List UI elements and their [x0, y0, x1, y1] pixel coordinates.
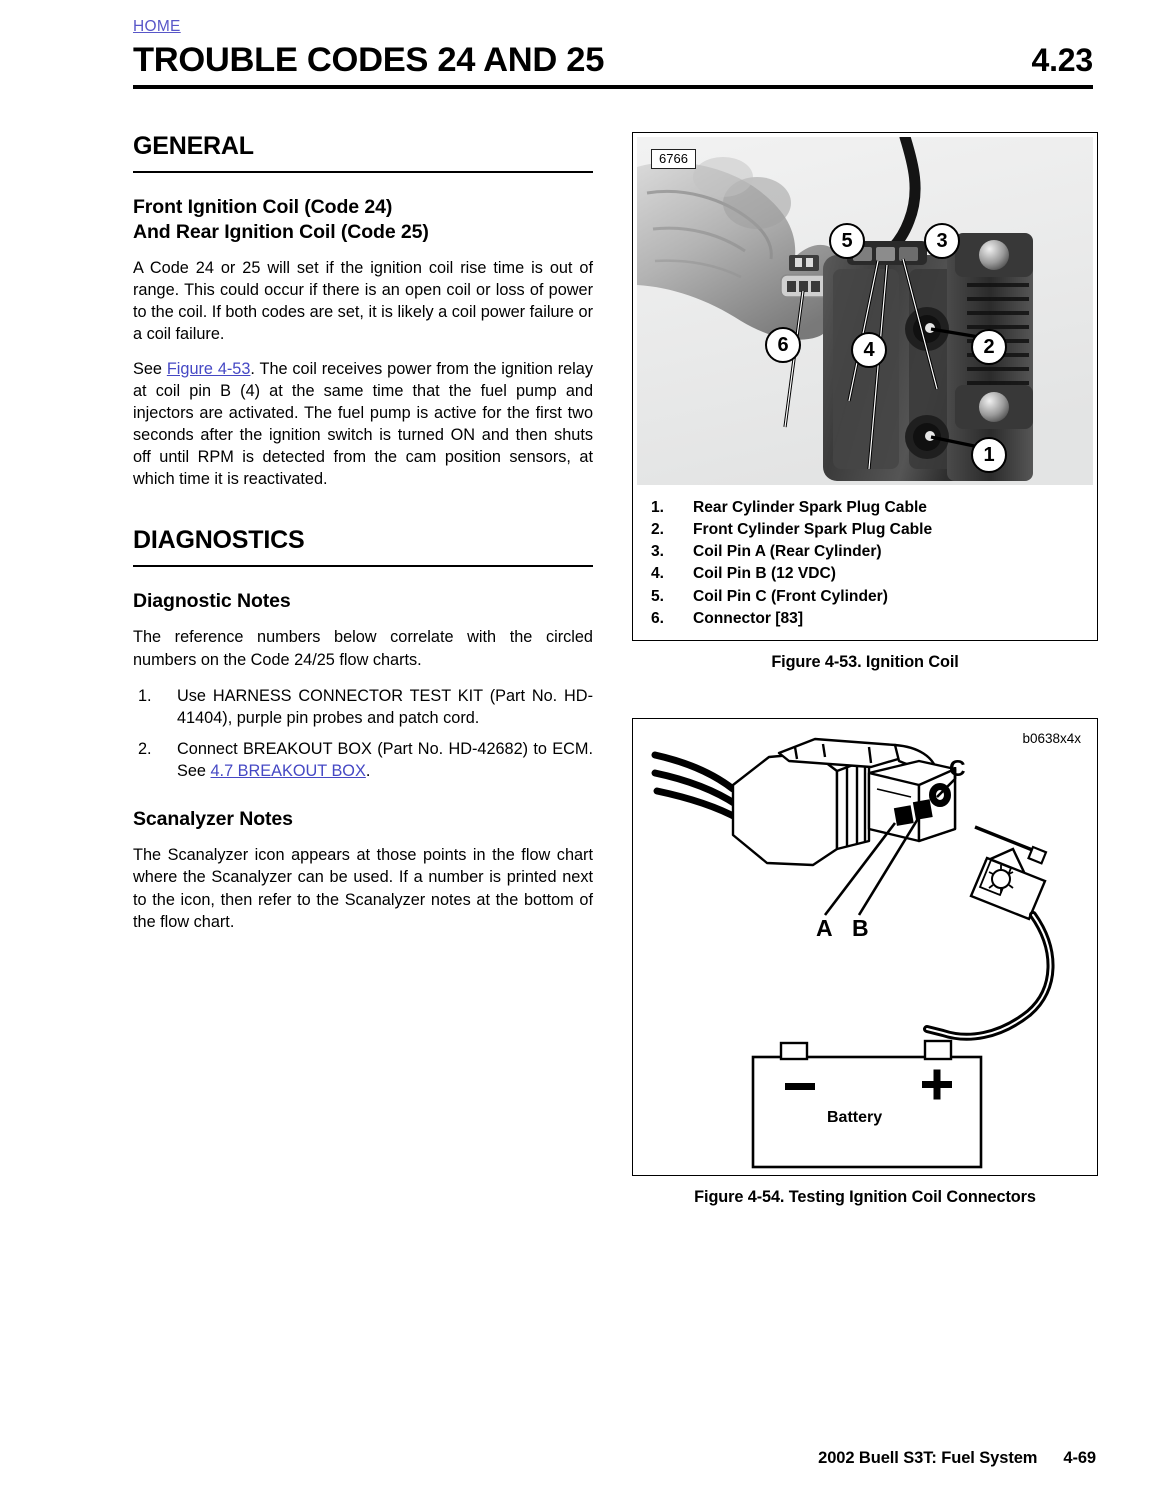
legend-number: 3. [651, 543, 665, 561]
legend-number: 4. [651, 565, 665, 583]
spacer [632, 672, 1098, 718]
pin-label-a: A [816, 914, 833, 941]
title-row [133, 42, 1093, 79]
list-item-number: 1. [138, 686, 152, 705]
list-item-text: Connect BREAKOUT BOX (Part No. HD-42682) to ECM. See [177, 740, 593, 781]
subsection-heading-diagnostic-notes: Diagnostic Notes [133, 590, 291, 613]
section-heading-general: GENERAL [133, 132, 254, 160]
legend-number: 5. [651, 587, 665, 605]
photo-id-badge: 6766 [651, 149, 696, 169]
ignition-coil-photo-graphic [637, 137, 1093, 485]
page-number: 4.23 [1031, 42, 1093, 78]
callout-6: 6 [765, 327, 801, 363]
callout-1: 1 [971, 437, 1007, 473]
legend-item [647, 563, 1087, 585]
battery-graphic [753, 1041, 981, 1167]
legend-item [647, 497, 1087, 519]
left-column [133, 132, 593, 933]
legend-number: 2. [651, 521, 665, 539]
footer-manual-title: 2002 Buell S3T: Fuel System [818, 1449, 1038, 1467]
callout-5: 5 [829, 223, 865, 259]
callout-4: 4 [851, 332, 887, 368]
subsection-heading-front-rear-ignition-coil [133, 195, 593, 245]
testing-connectors-drawing [637, 723, 1093, 1171]
subheading-line-1: Front Ignition Coil (Code 24) [133, 196, 393, 218]
see-prefix: See [133, 359, 167, 378]
legend-item [647, 608, 1087, 630]
page-header [133, 18, 1093, 89]
page-title: TROUBLE CODES 24 AND 25 [133, 41, 605, 79]
general-rule [133, 171, 593, 173]
testing-connectors-graphic [637, 723, 1093, 1171]
ignition-coil-photo [637, 137, 1093, 485]
list-item-text: Use HARNESS CONNECTOR TEST KIT (Part No. HD-41404), purple pin probes and patch cord. [177, 686, 593, 727]
legend-label: Coil Pin A (Rear Cylinder) [693, 543, 882, 561]
battery-label: Battery [827, 1108, 883, 1126]
subheading-line-2: And Rear Ignition Coil (Code 25) [133, 220, 429, 243]
spacer [133, 791, 593, 807]
header-rule [133, 85, 1093, 89]
diagnostic-steps-list [133, 685, 593, 783]
list-item [133, 738, 593, 782]
legend-label: Rear Cylinder Spark Plug Cable [693, 499, 927, 516]
legend-item [647, 586, 1087, 608]
list-item [133, 685, 593, 729]
pin-label-b: B [852, 914, 869, 941]
legend-item [647, 541, 1087, 563]
footer-page-number: 4-69 [1063, 1449, 1096, 1467]
figure-4-53-link[interactable]: Figure 4-53 [166, 359, 251, 378]
figure-4-54-caption: Figure 4-54. Testing Ignition Coil Connectors [694, 1187, 1036, 1206]
figure-4-53-legend [633, 497, 1097, 640]
list-item-text-after: . [365, 762, 371, 781]
list-item-number: 2. [138, 740, 152, 759]
section-heading-diagnostics: DIAGNOSTICS [133, 526, 305, 555]
legend-label: Coil Pin C (Front Cylinder) [693, 587, 888, 605]
callout-2: 2 [971, 329, 1007, 365]
figure-4-54-box [632, 718, 1098, 1176]
home-link[interactable]: HOME [133, 18, 181, 35]
subsection-heading-scanalyzer-notes: Scanalyzer Notes [133, 808, 293, 831]
legend-number: 6. [651, 609, 665, 627]
paragraph-code-description: A Code 24 or 25 will set if the ignition coil rise time is out of range. This could occur if there is an open coil or loss of power to the coil. If both codes are set, it is likely a coil power failure or a coil failure. [133, 258, 593, 344]
drawing-id: b0638x4x [1022, 730, 1081, 746]
callout-3: 3 [924, 223, 960, 259]
diagnostics-rule [133, 565, 593, 567]
figure-4-53-box [632, 132, 1098, 641]
paragraph-coil-power [133, 358, 593, 491]
paragraph-diagnostic-notes: The reference numbers below correlate with the circled numbers on the Code 24/25 flow charts. [133, 628, 593, 669]
breakout-box-link[interactable]: 4.7 BREAKOUT BOX [210, 762, 366, 781]
figure-4-53-caption: Figure 4-53. Ignition Coil [771, 652, 959, 671]
page-footer [818, 1449, 1096, 1468]
pin-label-c: C [949, 754, 966, 781]
legend-item [647, 519, 1087, 541]
legend-label: Front Cylinder Spark Plug Cable [693, 521, 933, 539]
legend-label: Connector [83] [693, 609, 804, 627]
legend-number: 1. [651, 499, 665, 516]
legend-label: Coil Pin B (12 VDC) [693, 565, 836, 583]
spacer [133, 490, 593, 526]
right-column [632, 132, 1098, 1207]
paragraph-scanalyzer-notes: The Scanalyzer icon appears at those points in the flow chart where the Scanalyzer can be used. If a number is printed next to the icon, then refer to the Scanalyzer notes at the bottom of the flow chart. [133, 846, 593, 931]
coil-power-text: . The coil receives power from the ignition relay at coil pin B (4) at the same time that the fuel pump and injectors are activated. The fuel pump is active for the first two seconds after the ignition switch is turned ON and then shuts off until RPM is detected from the cam position sensors, at which time it is reactivated. [133, 359, 593, 489]
